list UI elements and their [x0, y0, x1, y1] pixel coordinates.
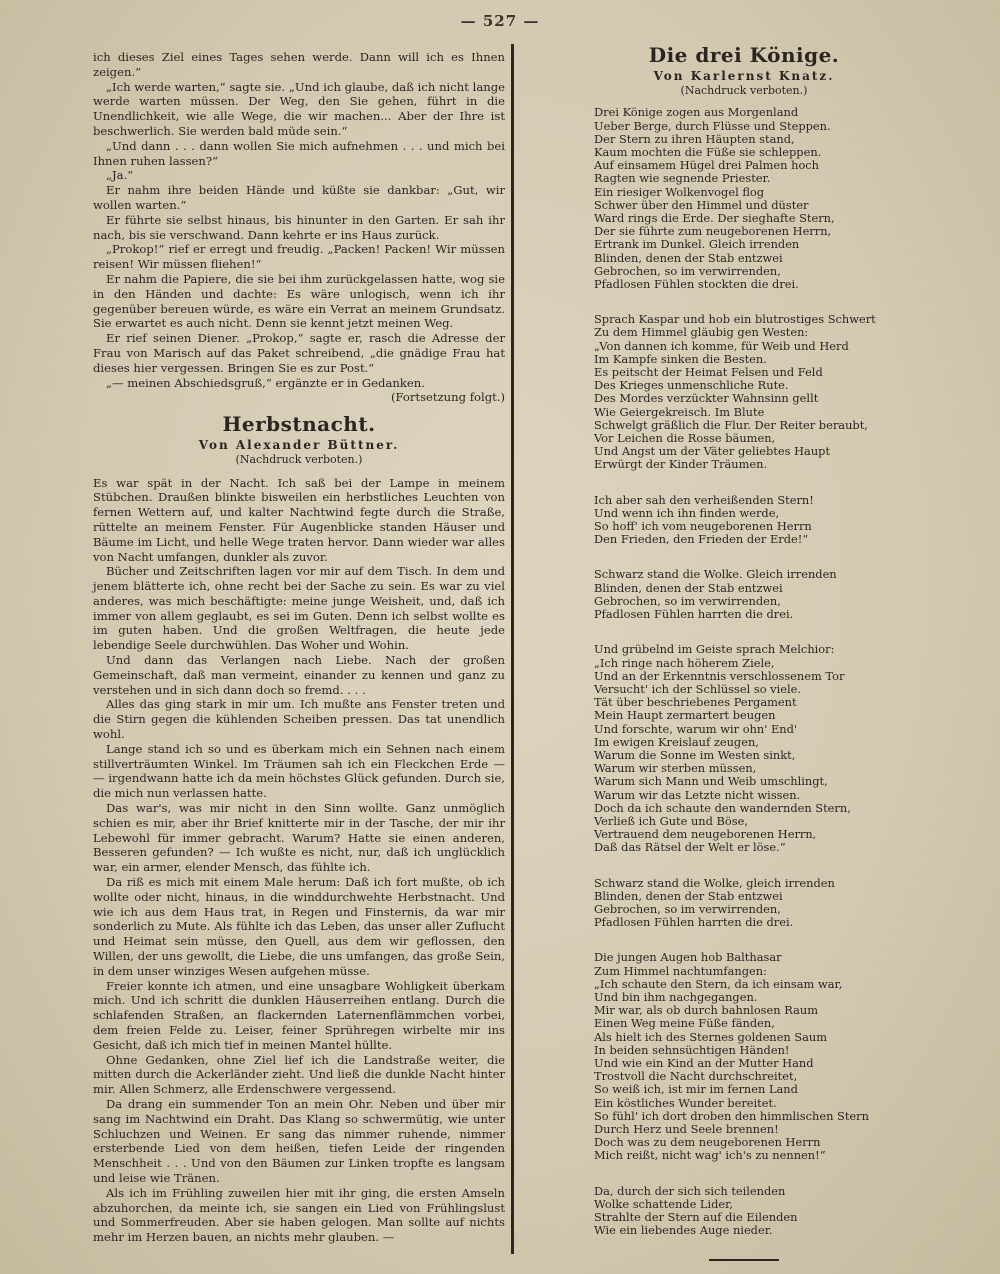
verse-line: Da, durch der sich sich teilenden — [594, 1183, 786, 1198]
stanza — [594, 106, 894, 291]
verse-line: Ich aber sah den verheißenden Stern! — [594, 492, 814, 507]
verse-line: Warum wir sterben müssen, — [594, 761, 757, 776]
paragraph: Er nahm die Papiere, die sie bei ihm zurückgelassen hatte, wog sie in den Händen und dachte: Es wäre unlogisch, wenn ich ihr gegenüber bereuen würde, es wäre ein Verrat an meinem Grundsatz. Sie erwartet es auch nicht. Denn sie kennt jetzt meinen Weg. — [93, 271, 505, 331]
paragraph: Er rief seinen Diener. „Prokop,“ sagte er, rasch die Adresse der Frau von Marisch auf das Paket schreibend, „die gnädige Frau hat dieses hier vergessen. Bringen Sie es zur Post.“ — [93, 331, 505, 375]
paragraph: Und dann das Verlangen nach Liebe. Nach der großen Gemeinschaft, daß man vermeint, einander zu kennen und ganz zu verstehen und in sich dann doch so fremd. . . . — [93, 653, 505, 697]
verse-line: Ueber Berge, durch Flüsse und Steppen. — [594, 118, 831, 133]
verse-line: Warum sich Mann und Weib umschlingt, — [594, 774, 828, 789]
verse-line: Als hielt ich des Sternes goldenen Saum — [594, 1029, 828, 1044]
verse-line: So fühl' ich dort droben den himmlischen Stern — [594, 1108, 869, 1123]
verse-line: So hoff' ich vom neugeborenen Herrn — [594, 519, 812, 534]
verse-line: Schwelgt gräßlich die Flur. Der Reiter beraubt, — [594, 417, 868, 432]
paragraph: ich dieses Ziel eines Tages sehen werde. Dann will ich es Ihnen zeigen.“ — [93, 50, 505, 79]
verse-line: Und grübelnd im Geiste sprach Melchior: — [594, 642, 835, 657]
verse-line: Und bin ihm nachgegangen. — [594, 989, 758, 1004]
poem-reprint-note: (Nachdruck verboten.) — [680, 83, 808, 97]
verse-line: Ein köstliches Wunder bereitet. — [594, 1095, 777, 1110]
page-number: — 527 — — [460, 12, 540, 30]
serial-continuation — [93, 50, 505, 390]
verse-line: Und wenn ich ihn finden werde, — [594, 505, 780, 520]
verse-line: Strahlte der Stern auf die Eilenden — [594, 1210, 798, 1225]
paragraph: „Prokop!“ rief er erregt und freudig. „Packen! Packen! Wir müssen reisen! Wir müssen fliehen!“ — [93, 242, 505, 272]
paragraph: Da drang ein summender Ton an mein Ohr. Neben und über mir sang im Nachtwind ein Draht. Das Klang so schwermütig, wie unter Schluchzen und Weinen. Er sang das nimmer ruhende, nimmer ersterbende Lied von dem heißen, tiefen Leide der ringenden Menschheit . . . Und von den Bäumen zur Linken tropfte es langsam und leise wie Tränen. — [93, 1096, 505, 1185]
left-column — [93, 50, 505, 1245]
poem-byline: Von Karlernst Knatz. — [653, 68, 835, 83]
stanza — [594, 1185, 894, 1238]
stanza — [594, 877, 894, 930]
paragraph: „Ich werde warten,“ sagte sie. „Und ich glaube, daß ich nicht lange werde warten müssen. Der Weg, den Sie gehen, führt in die Unendlichkeit, wie alle Wege, die wir machen... Aber der Ihre ist beschwerlich. Sie werden bald müde sein.“ — [93, 79, 505, 138]
paragraph: Alles das ging stark in mir um. Ich mußte ans Fenster treten und die Stirn gegen die kühlenden Scheiben pressen. Das tat unendlich wohl. — [93, 697, 505, 742]
verse-line: Des Mordes verzückter Wahnsinn gellt — [594, 391, 819, 406]
verse-line: „Von dannen ich komme, für Weib und Herd — [594, 338, 849, 353]
paragraph: Ohne Gedanken, ohne Ziel lief ich die Landstraße weiter, die mitten durch die Ackerländer zieht. Und ließ die dunkle Nacht hinter mir. Allen Schmerz, alle Erdenschwere vergessend. — [93, 1052, 505, 1097]
verse-line: Schwarz stand die Wolke. Gleich irrenden — [594, 567, 837, 582]
verse-line: Im ewigen Kreislauf zeugen, — [594, 734, 759, 749]
verse-line: Wie ein liebendes Auge nieder. — [594, 1223, 773, 1238]
stanza — [594, 313, 894, 471]
verse-line: Gebrochen, so im verwirrenden, — [594, 593, 781, 608]
paragraph: Lange stand ich so und es überkam mich ein Sehnen nach einem stillverträumten Winkel. Im Träumen sah ich ein Fleckchen Erde — — irgendwann hatte ich da mein höchstes Glück gefunden. Durch sie, die mich nun verlassen hatte. — [93, 741, 505, 801]
paragraph: „Ja.“ — [106, 168, 134, 183]
verse-line: Tät über beschriebenes Pergament — [594, 695, 797, 710]
verse-line: Es peitscht der Heimat Felsen und Feld — [594, 365, 823, 380]
verse-line: Warum die Sonne im Westen sinkt, — [594, 747, 796, 762]
verse-line: Schwarz stand die Wolke, gleich irrenden — [594, 875, 835, 890]
verse-line: Vor Leichen die Rosse bäumen, — [594, 431, 776, 446]
verse-line: Zum Himmel nachtumfangen: — [594, 963, 767, 978]
verse-line: Blinden, denen der Stab entzwei — [594, 888, 783, 903]
verse-line: Der Stern zu ihren Häupten stand, — [594, 131, 795, 146]
story-reprint-note: (Nachdruck verboten.) — [235, 452, 363, 466]
verse-line: So weiß ich, ist mir im fernen Land — [594, 1082, 798, 1097]
end-rule — [709, 1259, 779, 1261]
verse-line: Der sie führte zum neugeborenen Herrn, — [594, 224, 832, 239]
paragraph: Das war's, was mir nicht in den Sinn wollte. Ganz unmöglich schien es mir, aber ihr Brief knitterte mir in der Tasche, der mir ihr Lebewohl für immer gebracht. Warum? Hatte sie einen anderen, Besseren gefunden? — Ich wußte es nicht, nur, daß ich unglücklich war, ein armer, elender Mensch, das fühlte ich. — [93, 801, 505, 875]
verse-line: Trostvoll die Nacht durchschreitet, — [594, 1069, 798, 1084]
poem-body — [594, 106, 894, 1237]
column-divider — [511, 44, 514, 1254]
paragraph: Als ich im Frühling zuweilen hier mit ihr ging, die ersten Amseln abzuhorchen, da meinte ich, sie sangen ein Lied von Frühlingslust und Sommerfreuden. Aber sie haben gelogen. Man sollte auf nichts mehr im Herzen bauen, an nichts mehr glauben. — — [93, 1185, 505, 1245]
verse-line: Im Kampfe sinken die Besten. — [594, 351, 767, 366]
verse-line: Erwürgt der Kinder Träumen. — [594, 457, 768, 472]
verse-line: Gebrochen, so im verwirrenden, — [594, 263, 781, 278]
verse-line: Verließ ich Gute und Böse, — [594, 813, 748, 828]
verse-line: Wolke schattende Lider, — [594, 1196, 733, 1211]
verse-line: Doch da ich schaute den wandernden Stern, — [594, 800, 851, 815]
verse-line: „Ich schaute den Stern, da ich einsam war, — [594, 976, 843, 991]
verse-line: Blinden, denen der Stab entzwei — [594, 580, 783, 595]
verse-line: Mein Haupt zermartert beugen — [594, 708, 776, 723]
verse-line: Mir war, als ob durch bahnlosen Raum — [594, 1003, 818, 1018]
verse-line: Durch Herz und Seele brennen! — [594, 1122, 779, 1136]
stanza — [594, 951, 894, 1162]
right-column — [594, 44, 894, 1261]
verse-line: Gebrochen, so im verwirrenden, — [594, 901, 781, 916]
verse-line: Zu dem Himmel gläubig gen Westen: — [594, 325, 809, 340]
story-title: Herbstnacht. — [222, 412, 376, 437]
paragraph: Er nahm ihre beiden Hände und küßte sie dankbar: „Gut, wir wollen warten.“ — [93, 183, 505, 212]
stanza — [594, 643, 894, 854]
verse-line: Und an der Erkenntnis verschlossenem Tor — [594, 668, 845, 683]
verse-line: Sprach Kaspar und hob ein blutrostiges Schwert — [594, 312, 876, 327]
verse-line: Ragten wie segnende Priester. — [594, 171, 771, 186]
verse-line: Auf einsamem Hügel drei Palmen hoch — [594, 158, 820, 173]
paragraph: „Und dann . . . dann wollen Sie mich aufnehmen . . . und mich bei Ihnen ruhen lassen?“ — [93, 138, 505, 168]
verse-line: Und forschte, warum wir ohn' End' — [594, 721, 798, 736]
verse-line: Und wie ein Kind an der Mutter Hand — [594, 1055, 814, 1070]
verse-line: Pfadlosen Fühlen harrten die drei. — [594, 915, 794, 930]
verse-line: Mich reißt, nicht wag' ich's zu nennen!“ — [594, 1148, 826, 1163]
verse-line: Einen Weg meine Füße fänden, — [594, 1016, 775, 1031]
verse-line: Kaum mochten die Füße sie schleppen. — [594, 145, 822, 159]
verse-line: Die jungen Augen hob Balthasar — [594, 950, 782, 965]
verse-line: Wie Geiergekreisch. Im Blute — [594, 404, 765, 419]
verse-line: Des Krieges unmenschliche Rute. — [594, 378, 789, 393]
verse-line: Drei Könige zogen aus Morgenland — [594, 105, 799, 120]
verse-line: Daß das Rätsel der Welt er löse.“ — [594, 840, 786, 855]
paragraph: Er führte sie selbst hinaus, bis hinunter in den Garten. Er sah ihr nach, bis sie verschwand. Dann kehrte er ins Haus zurück. — [93, 212, 505, 242]
paragraph: Bücher und Zeitschriften lagen vor mir auf dem Tisch. In dem und jenem blätterte ich, ohne recht bei der Sache zu sein. Es war zu viel anderes, was mich beschäftigte: meine junge Weisheit, und, daß ich immer von allem geglaubt, es sei im Guten. Denn ich selbst wollte es im guten haben. Und die großen Weltfragen, die heute jede lebendige Seele durchwühlen. Das Woher und Wohin. — [93, 564, 505, 653]
verse-line: Warum wir das Letzte nicht wissen. — [594, 787, 801, 802]
paragraph: „— meinen Abschiedsgruß,“ ergänzte er in Gedanken. — [106, 375, 425, 390]
paragraph: Es war spät in der Nacht. Ich saß bei der Lampe in meinem Stübchen. Draußen blinkte bisweilen ein herbstliches Leuchten von fernen Wettern auf, und kalter Nachtwind fegte durch die Straße, rüttelte an meinem Fenster. Für Augenblicke standen Häuser und Bäume im Licht, und helle Wege traten hervor. Dann wieder war alles von Nacht umfangen, dunkler als zuvor. — [93, 475, 505, 564]
verse-line: Ertrank im Dunkel. Gleich irrenden — [594, 237, 800, 252]
verse-line: In beiden sehnsüchtigen Händen! — [594, 1042, 790, 1057]
stanza — [594, 494, 894, 547]
verse-line: Den Frieden, den Frieden der Erde!“ — [594, 532, 809, 547]
continued-note: (Fortsetzung folgt.) — [390, 390, 505, 405]
paragraph: Da riß es mich mit einem Male herum: Daß ich fort mußte, ob ich wollte oder nicht, hinaus, in die winddurchwehte Herbstnacht. Und wie ich aus dem Haus trat, in Regen und Finsternis, da war mir sonderlich zu Mute. Als fühlte ich das Leben, das unser aller Zuflucht und Heimat sein müsse, den Quell, aus dem wir geflossen, den Willen, der uns gewollt, die Liebe, die uns umfangen, das große Sein, in dem unser winziges Wesen aufgehen müsse. — [93, 875, 505, 978]
poem-title: Die drei Könige. — [648, 43, 840, 67]
verse-line: Doch was zu dem neugeborenen Herrn — [594, 1135, 821, 1150]
verse-line: Und Angst um der Väter geliebtes Haupt — [594, 444, 831, 459]
verse-line: Schwer über den Himmel und düster — [594, 197, 809, 212]
verse-line: Blinden, denen der Stab entzwei — [594, 250, 783, 265]
stanza — [594, 568, 894, 621]
verse-line: „Ich ringe nach höherem Ziele, — [594, 655, 775, 670]
verse-line: Versucht' ich der Schlüssel so viele. — [594, 681, 802, 696]
verse-line: Pfadlosen Fühlen stockten die drei. — [594, 277, 799, 292]
paragraph: Freier konnte ich atmen, und eine unsagbare Wohligkeit überkam mich. Und ich schritt die dunklen Häuserreihen entlang. Durch die schlafenden Straßen, an flackernden Laternenflämmchen vorbei, dem freien Felde zu. Leiser, feiner Sprühregen wirbelte mir ins Gesicht, daß ich mich tief in meinen Mantel hüllte. — [93, 978, 505, 1052]
verse-line: Vertrauend dem neugeborenen Herrn, — [594, 827, 817, 842]
verse-line: Pfadlosen Fühlen harrten die drei. — [594, 607, 794, 622]
story-body — [93, 476, 505, 1245]
story-byline: Von Alexander Büttner. — [198, 437, 400, 452]
verse-line: Ein riesiger Wolkenvogel flog — [594, 184, 765, 199]
verse-line: Ward rings die Erde. Der sieghafte Stern, — [594, 211, 835, 226]
